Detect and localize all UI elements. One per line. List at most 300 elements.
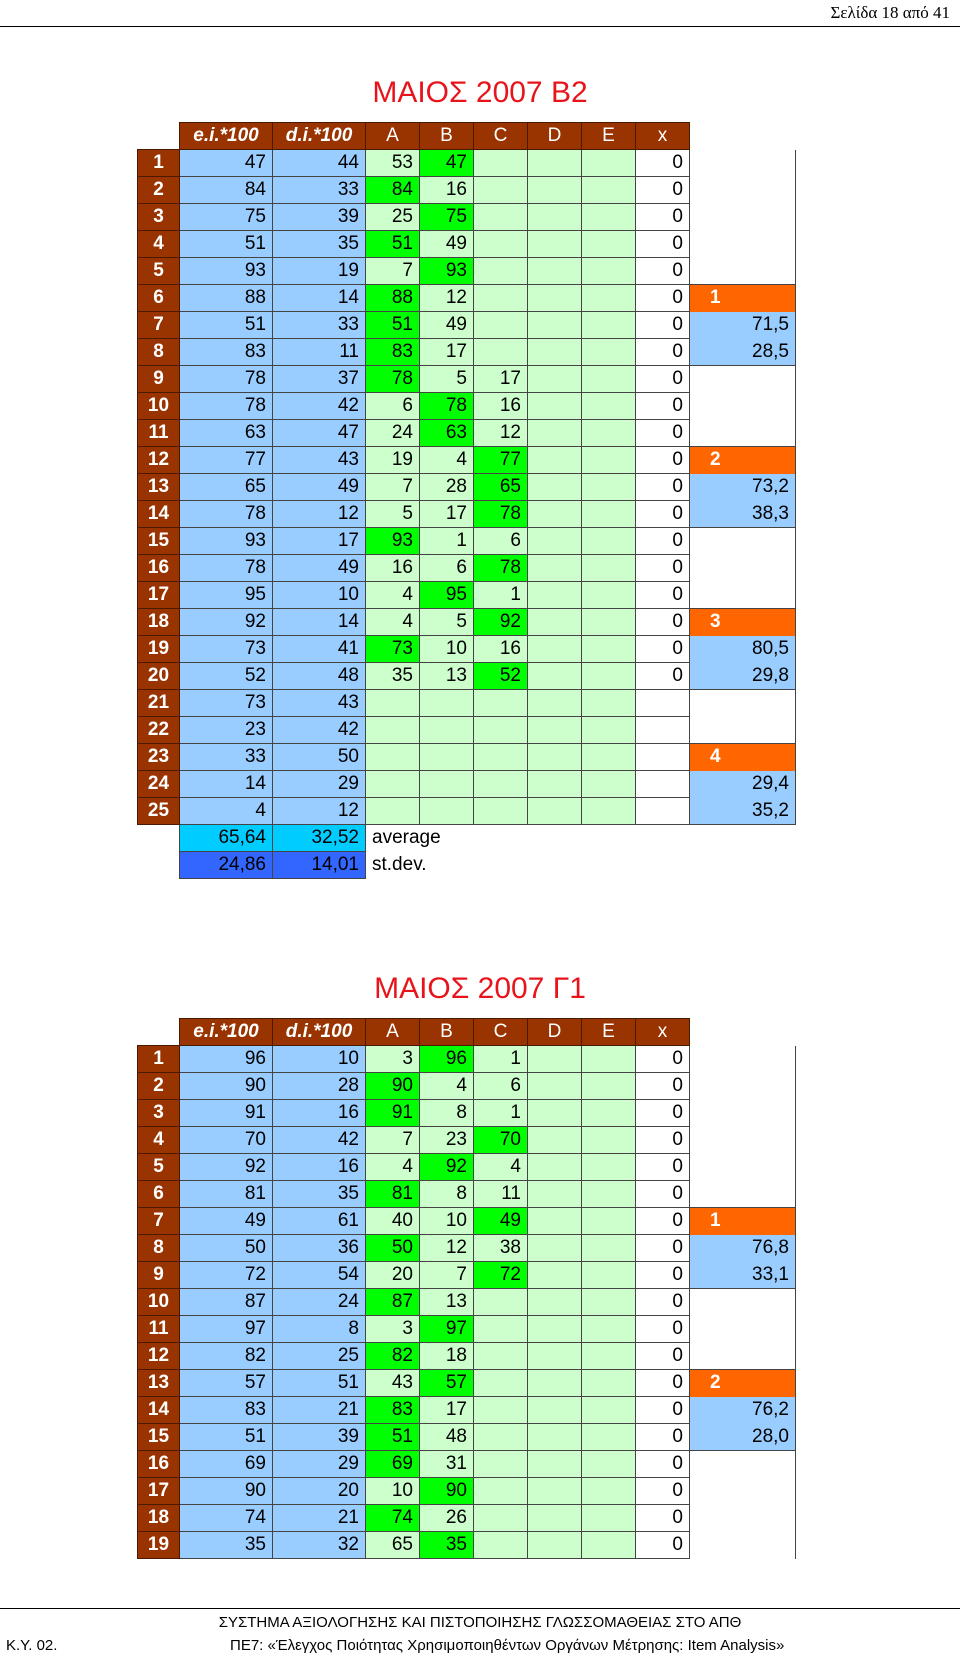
summary-cell: 1 <box>690 285 796 312</box>
cell-a: 88 <box>366 285 420 312</box>
average-ei: 65,64 <box>180 825 273 852</box>
cell-x: 0 <box>636 1235 690 1262</box>
cell-di: 12 <box>273 501 366 528</box>
cell-a: 73 <box>366 636 420 663</box>
side-cell <box>690 420 796 447</box>
column-header-di: d.i.*100 <box>273 123 366 150</box>
item-number: 15 <box>138 528 180 555</box>
table-row <box>138 1370 796 1397</box>
header-rule <box>0 26 960 27</box>
cell-a: 74 <box>366 1505 420 1532</box>
cell-x: 0 <box>636 609 690 636</box>
cell-d <box>528 1073 582 1100</box>
cell-a <box>366 798 420 825</box>
table-row <box>138 366 796 393</box>
cell-a: 87 <box>366 1289 420 1316</box>
cell-b <box>420 744 474 771</box>
cell-ei: 87 <box>180 1289 273 1316</box>
summary-cell: 35,2 <box>690 798 796 825</box>
cell-a: 6 <box>366 393 420 420</box>
cell-a: 24 <box>366 420 420 447</box>
cell-ei: 93 <box>180 528 273 555</box>
item-number: 25 <box>138 798 180 825</box>
section-title-g1: ΜΑΙΟΣ 2007 Γ1 <box>374 972 586 1005</box>
cell-di: 16 <box>273 1154 366 1181</box>
cell-b: 95 <box>420 582 474 609</box>
cell-ei: 57 <box>180 1370 273 1397</box>
column-header-E: E <box>582 1019 636 1046</box>
side-cell <box>690 1316 796 1343</box>
side-cell <box>690 690 796 717</box>
cell-d <box>528 1127 582 1154</box>
cell-b: 96 <box>420 1046 474 1073</box>
item-number: 5 <box>138 1154 180 1181</box>
cell-d <box>528 393 582 420</box>
table-row <box>138 177 796 204</box>
cell-di: 43 <box>273 447 366 474</box>
stats-blank <box>138 852 180 879</box>
cell-di: 54 <box>273 1262 366 1289</box>
cell-b: 93 <box>420 258 474 285</box>
cell-d <box>528 663 582 690</box>
cell-d <box>528 150 582 177</box>
table-row <box>138 1046 796 1073</box>
cell-a: 25 <box>366 204 420 231</box>
cell-e <box>582 717 636 744</box>
table-row <box>138 690 796 717</box>
cell-b: 4 <box>420 447 474 474</box>
average-row <box>138 825 796 852</box>
cell-e <box>582 1424 636 1451</box>
cell-di: 12 <box>273 798 366 825</box>
cell-x: 0 <box>636 447 690 474</box>
table-row <box>138 582 796 609</box>
cell-ei: 75 <box>180 204 273 231</box>
cell-d <box>528 1154 582 1181</box>
cell-d <box>528 582 582 609</box>
cell-c: 92 <box>474 609 528 636</box>
cell-a <box>366 690 420 717</box>
cell-b: 17 <box>420 339 474 366</box>
cell-c: 4 <box>474 1154 528 1181</box>
cell-ei: 78 <box>180 555 273 582</box>
summary-cell: 28,5 <box>690 339 796 366</box>
cell-e <box>582 1073 636 1100</box>
cell-d <box>528 744 582 771</box>
cell-x: 0 <box>636 1343 690 1370</box>
cell-ei: 72 <box>180 1262 273 1289</box>
cell-di: 61 <box>273 1208 366 1235</box>
cell-c <box>474 312 528 339</box>
cell-c <box>474 798 528 825</box>
cell-d <box>528 339 582 366</box>
cell-di: 47 <box>273 420 366 447</box>
cell-a: 7 <box>366 1127 420 1154</box>
cell-e <box>582 690 636 717</box>
cell-b: 97 <box>420 1316 474 1343</box>
item-number: 3 <box>138 204 180 231</box>
cell-di: 29 <box>273 771 366 798</box>
cell-b <box>420 798 474 825</box>
cell-x: 0 <box>636 1289 690 1316</box>
item-number: 15 <box>138 1424 180 1451</box>
cell-b: 1 <box>420 528 474 555</box>
table-row <box>138 1532 796 1559</box>
cell-d <box>528 798 582 825</box>
cell-c: 16 <box>474 636 528 663</box>
header-row <box>138 123 796 150</box>
cell-di: 14 <box>273 609 366 636</box>
cell-b: 57 <box>420 1370 474 1397</box>
cell-c: 77 <box>474 447 528 474</box>
table-row <box>138 771 796 798</box>
cell-di: 16 <box>273 1100 366 1127</box>
table-row <box>138 1073 796 1100</box>
cell-d <box>528 771 582 798</box>
column-header-x: x <box>636 1019 690 1046</box>
side-cell <box>690 393 796 420</box>
header-row <box>138 1019 796 1046</box>
side-cell <box>690 1289 796 1316</box>
stdev-ei: 24,86 <box>180 852 273 879</box>
cell-a: 51 <box>366 1424 420 1451</box>
cell-c <box>474 204 528 231</box>
cell-x: 0 <box>636 339 690 366</box>
cell-d <box>528 1343 582 1370</box>
side-cell <box>690 528 796 555</box>
summary-cell: 33,1 <box>690 1262 796 1289</box>
item-number: 17 <box>138 582 180 609</box>
cell-e <box>582 420 636 447</box>
item-number: 1 <box>138 150 180 177</box>
cell-ei: 88 <box>180 285 273 312</box>
cell-b: 49 <box>420 231 474 258</box>
average-label: average <box>372 827 441 849</box>
table-row <box>138 150 796 177</box>
cell-a: 84 <box>366 177 420 204</box>
page-number: Σελίδα 18 από 41 <box>830 3 950 22</box>
cell-d <box>528 501 582 528</box>
item-number: 21 <box>138 690 180 717</box>
cell-x: 0 <box>636 1262 690 1289</box>
cell-c <box>474 1343 528 1370</box>
cell-x: 0 <box>636 258 690 285</box>
cell-d <box>528 285 582 312</box>
cell-e <box>582 1316 636 1343</box>
side-cell <box>690 1073 796 1100</box>
cell-x: 0 <box>636 1073 690 1100</box>
cell-c: 78 <box>474 501 528 528</box>
cell-e <box>582 339 636 366</box>
cell-b: 7 <box>420 1262 474 1289</box>
cell-b: 26 <box>420 1505 474 1532</box>
cell-a: 4 <box>366 609 420 636</box>
cell-ei: 50 <box>180 1235 273 1262</box>
cell-e <box>582 1505 636 1532</box>
cell-x: 0 <box>636 204 690 231</box>
summary-cell: 2 <box>690 447 796 474</box>
cell-d <box>528 447 582 474</box>
header-corner <box>138 1019 180 1046</box>
column-header-C: C <box>474 1019 528 1046</box>
cell-a: 35 <box>366 663 420 690</box>
footer-description: ΠΕ7: «Έλεγχος Ποιότητας Χρησιμοποιηθέντων Οργάνων Μέτρησης: Item Analysis» <box>230 1637 785 1654</box>
cell-x: 0 <box>636 231 690 258</box>
cell-d <box>528 1208 582 1235</box>
cell-d <box>528 528 582 555</box>
cell-x: 0 <box>636 636 690 663</box>
item-number: 16 <box>138 555 180 582</box>
item-number: 23 <box>138 744 180 771</box>
cell-di: 11 <box>273 339 366 366</box>
cell-e <box>582 393 636 420</box>
cell-b: 17 <box>420 501 474 528</box>
cell-a: 19 <box>366 447 420 474</box>
cell-b: 18 <box>420 1343 474 1370</box>
cell-e <box>582 1154 636 1181</box>
cell-b: 8 <box>420 1181 474 1208</box>
cell-d <box>528 1181 582 1208</box>
footer-title: ΣΥΣΤΗΜΑ ΑΞΙΟΛΟΓΗΣΗΣ ΚΑΙ ΠΙΣΤΟΠΟΙΗΣΗΣ ΓΛΩΣΣΟΜΑΘΕΙΑΣ ΣΤΟ ΑΠΘ <box>218 1614 742 1631</box>
item-number: 24 <box>138 771 180 798</box>
cell-b <box>420 717 474 744</box>
item-number: 20 <box>138 663 180 690</box>
cell-a: 40 <box>366 1208 420 1235</box>
item-number: 11 <box>138 1316 180 1343</box>
cell-e <box>582 1343 636 1370</box>
cell-e <box>582 312 636 339</box>
cell-a: 51 <box>366 312 420 339</box>
cell-di: 35 <box>273 1181 366 1208</box>
table-row <box>138 555 796 582</box>
cell-c: 16 <box>474 393 528 420</box>
cell-x: 0 <box>636 285 690 312</box>
cell-ei: 65 <box>180 474 273 501</box>
summary-cell: 3 <box>690 609 796 636</box>
cell-c <box>474 1289 528 1316</box>
item-number: 11 <box>138 420 180 447</box>
cell-ei: 73 <box>180 690 273 717</box>
table-row <box>138 1316 796 1343</box>
cell-e <box>582 582 636 609</box>
cell-c: 52 <box>474 663 528 690</box>
table-row <box>138 609 796 636</box>
cell-x <box>636 717 690 744</box>
cell-b: 13 <box>420 663 474 690</box>
table-row <box>138 1424 796 1451</box>
cell-c: 12 <box>474 420 528 447</box>
cell-x: 0 <box>636 1397 690 1424</box>
cell-x: 0 <box>636 150 690 177</box>
cell-ei: 83 <box>180 339 273 366</box>
cell-ei: 74 <box>180 1505 273 1532</box>
cell-ei: 83 <box>180 1397 273 1424</box>
cell-di: 43 <box>273 690 366 717</box>
item-number: 8 <box>138 1235 180 1262</box>
cell-b: 23 <box>420 1127 474 1154</box>
cell-b: 49 <box>420 312 474 339</box>
cell-x: 0 <box>636 366 690 393</box>
cell-d <box>528 609 582 636</box>
cell-b: 12 <box>420 1235 474 1262</box>
cell-a: 82 <box>366 1343 420 1370</box>
item-number: 12 <box>138 1343 180 1370</box>
cell-ei: 78 <box>180 393 273 420</box>
cell-a: 4 <box>366 582 420 609</box>
cell-d <box>528 1370 582 1397</box>
side-cell <box>690 204 796 231</box>
summary-cell: 80,5 <box>690 636 796 663</box>
cell-d <box>528 1100 582 1127</box>
cell-a: 83 <box>366 1397 420 1424</box>
cell-x: 0 <box>636 1046 690 1073</box>
cell-d <box>528 1451 582 1478</box>
cell-c <box>474 258 528 285</box>
item-number: 10 <box>138 1289 180 1316</box>
cell-ei: 95 <box>180 582 273 609</box>
summary-cell: 29,4 <box>690 771 796 798</box>
cell-x: 0 <box>636 1181 690 1208</box>
cell-di: 42 <box>273 393 366 420</box>
summary-cell: 38,3 <box>690 501 796 528</box>
item-number: 22 <box>138 717 180 744</box>
cell-c: 65 <box>474 474 528 501</box>
cell-d <box>528 1289 582 1316</box>
cell-a: 53 <box>366 150 420 177</box>
item-number: 6 <box>138 285 180 312</box>
cell-e <box>582 231 636 258</box>
cell-di: 33 <box>273 177 366 204</box>
cell-di: 51 <box>273 1370 366 1397</box>
cell-e <box>582 285 636 312</box>
cell-a <box>366 771 420 798</box>
cell-e <box>582 636 636 663</box>
item-number: 13 <box>138 1370 180 1397</box>
cell-x: 0 <box>636 1127 690 1154</box>
cell-b: 28 <box>420 474 474 501</box>
table-row <box>138 528 796 555</box>
cell-ei: 78 <box>180 366 273 393</box>
cell-a: 50 <box>366 1235 420 1262</box>
item-number: 18 <box>138 609 180 636</box>
cell-d <box>528 258 582 285</box>
cell-d <box>528 1505 582 1532</box>
column-header-A: A <box>366 123 420 150</box>
cell-e <box>582 609 636 636</box>
cell-di: 33 <box>273 312 366 339</box>
cell-a: 10 <box>366 1478 420 1505</box>
item-number: 17 <box>138 1478 180 1505</box>
item-analysis-table-b2 <box>137 122 796 879</box>
cell-d <box>528 1262 582 1289</box>
column-header-x: x <box>636 123 690 150</box>
cell-x: 0 <box>636 1478 690 1505</box>
item-number: 16 <box>138 1451 180 1478</box>
cell-e <box>582 1370 636 1397</box>
cell-c <box>474 1370 528 1397</box>
stats-blank <box>138 825 180 852</box>
item-number: 18 <box>138 1505 180 1532</box>
cell-a: 81 <box>366 1181 420 1208</box>
table-row <box>138 1262 796 1289</box>
cell-e <box>582 447 636 474</box>
cell-x: 0 <box>636 393 690 420</box>
cell-di: 41 <box>273 636 366 663</box>
cell-di: 10 <box>273 1046 366 1073</box>
summary-cell: 2 <box>690 1370 796 1397</box>
item-number: 14 <box>138 1397 180 1424</box>
stdev-di: 14,01 <box>273 852 366 879</box>
side-cell <box>690 1451 796 1478</box>
cell-a: 7 <box>366 474 420 501</box>
cell-ei: 51 <box>180 312 273 339</box>
summary-cell: 29,8 <box>690 663 796 690</box>
cell-di: 36 <box>273 1235 366 1262</box>
item-number: 7 <box>138 1208 180 1235</box>
cell-di: 35 <box>273 231 366 258</box>
cell-d <box>528 636 582 663</box>
side-cell <box>690 1127 796 1154</box>
cell-x: 0 <box>636 1154 690 1181</box>
item-number: 4 <box>138 231 180 258</box>
cell-c <box>474 1316 528 1343</box>
cell-e <box>582 1397 636 1424</box>
cell-ei: 49 <box>180 1208 273 1235</box>
side-cell <box>690 366 796 393</box>
cell-b: 13 <box>420 1289 474 1316</box>
cell-x: 0 <box>636 528 690 555</box>
table-row <box>138 339 796 366</box>
cell-c <box>474 285 528 312</box>
table-row <box>138 258 796 285</box>
item-number: 14 <box>138 501 180 528</box>
table-row <box>138 474 796 501</box>
cell-a: 51 <box>366 231 420 258</box>
side-cell <box>690 1046 796 1073</box>
side-cell <box>690 1100 796 1127</box>
cell-ei: 84 <box>180 177 273 204</box>
cell-e <box>582 177 636 204</box>
table-row <box>138 717 796 744</box>
cell-x: 0 <box>636 1100 690 1127</box>
cell-ei: 33 <box>180 744 273 771</box>
cell-d <box>528 1424 582 1451</box>
summary-cell: 73,2 <box>690 474 796 501</box>
item-number: 19 <box>138 636 180 663</box>
cell-x: 0 <box>636 1208 690 1235</box>
cell-d <box>528 1478 582 1505</box>
cell-a: 93 <box>366 528 420 555</box>
side-cell <box>690 1478 796 1505</box>
header-corner <box>138 123 180 150</box>
cell-x: 0 <box>636 663 690 690</box>
cell-c: 17 <box>474 366 528 393</box>
cell-ei: 63 <box>180 420 273 447</box>
cell-ei: 92 <box>180 609 273 636</box>
table-row <box>138 1478 796 1505</box>
cell-ei: 52 <box>180 663 273 690</box>
header-side-blank <box>690 1019 796 1046</box>
cell-a: 78 <box>366 366 420 393</box>
cell-di: 39 <box>273 204 366 231</box>
cell-e <box>582 366 636 393</box>
item-number: 5 <box>138 258 180 285</box>
table-row <box>138 798 796 825</box>
cell-c <box>474 231 528 258</box>
table-row <box>138 1208 796 1235</box>
table-row <box>138 420 796 447</box>
column-header-ei: e.i.*100 <box>180 1019 273 1046</box>
